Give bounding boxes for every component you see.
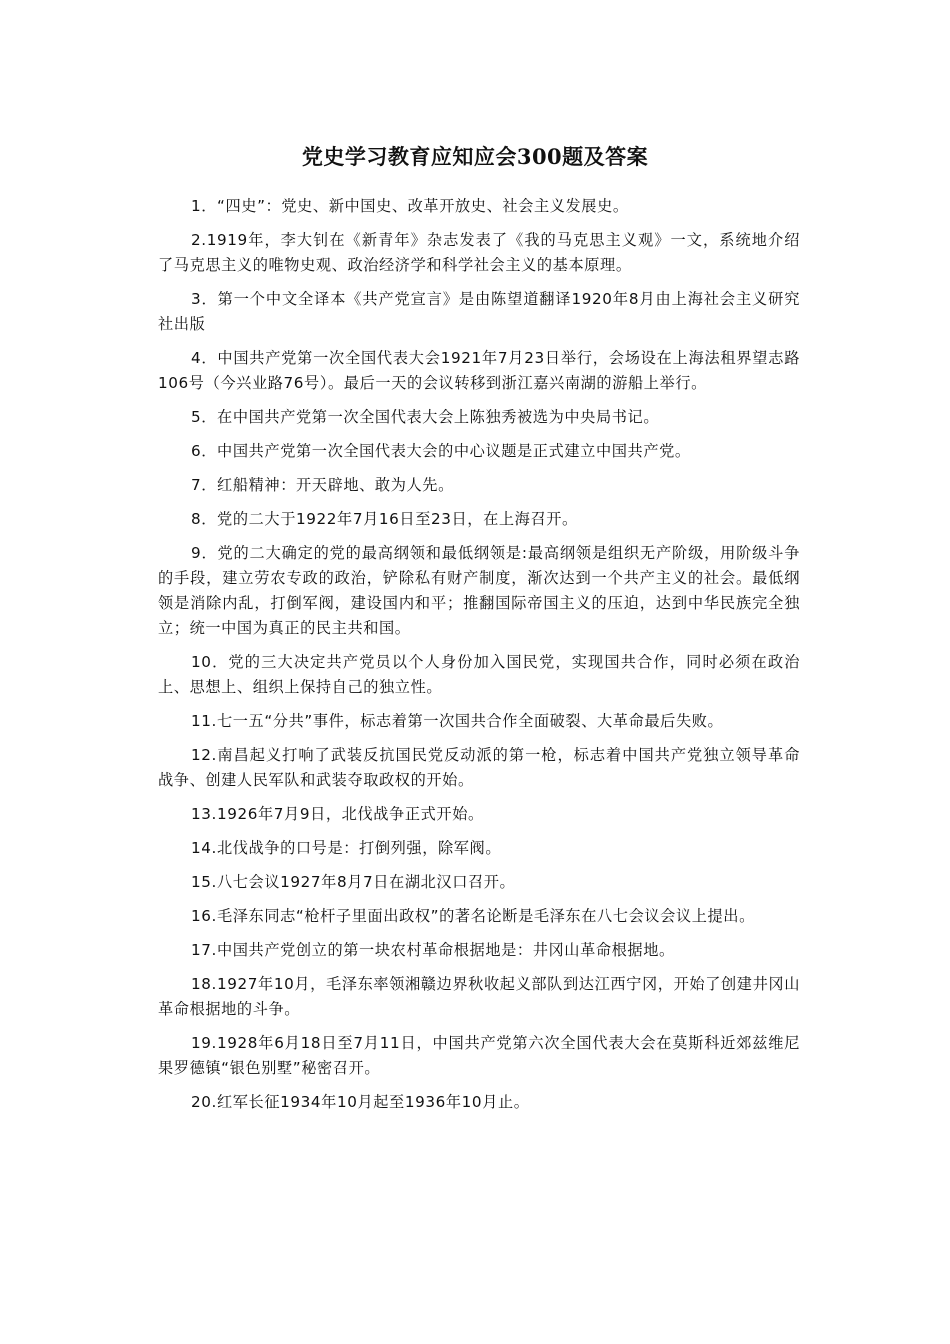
list-item: 8．党的二大于1922年7月16日至23日，在上海召开。 <box>191 510 578 528</box>
list-item: 6．中国共产党第一次全国代表大会的中心议题是正式建立中国共产党。 <box>191 442 691 460</box>
document-title: 党史学习教育应知应会300题及答案 <box>301 144 649 169</box>
list-item: 7．红船精神：开天辟地、敢为人先。 <box>191 476 454 494</box>
list-item: 11.七一五“分共”事件，标志着第一次国共合作全面破裂、大革命最后失败。 <box>191 712 724 730</box>
list-item: 19.1928年6月18日至7月11日，中国共产党第六次全国代表大会在莫斯科近郊兹维尼果罗德镇“银色别墅”秘密召开。 <box>158 1034 800 1077</box>
list-item: 4．中国共产党第一次全国代表大会1921年7月23日举行，会场设在上海法租界望志路106号（今兴业路76号）。最后一天的会议转移到浙江嘉兴南湖的游船上举行。 <box>158 349 800 392</box>
list-item: 12.南昌起义打响了武装反抗国民党反动派的第一枪，标志着中国共产党独立领导革命战争、创建人民军队和武装夺取政权的开始。 <box>158 746 800 789</box>
list-item: 17.中国共产党创立的第一块农村革命根据地是：井冈山革命根据地。 <box>191 941 675 959</box>
list-item: 3．第一个中文全译本《共产党宣言》是由陈望道翻译1920年8月由上海社会主义研究社出版 <box>158 290 800 333</box>
list-item: 1．“四史”：党史、新中国史、改革开放史、社会主义发展史。 <box>191 197 629 215</box>
list-item: 18.1927年10月，毛泽东率领湘赣边界秋收起义部队到达江西宁冈，开始了创建井冈山革命根据地的斗争。 <box>158 975 800 1018</box>
list-item: 20.红军长征1934年10月起至1936年10月止。 <box>191 1093 530 1111</box>
list-item: 15.八七会议1927年8月7日在湖北汉口召开。 <box>191 873 516 891</box>
list-item: 14.北伐战争的口号是：打倒列强，除军阀。 <box>191 839 502 857</box>
list-item: 2.1919年，李大钊在《新青年》杂志发表了《我的马克思主义观》一文，系统地介绍了马克思主义的唯物史观、政治经济学和科学社会主义的基本原理。 <box>158 231 800 274</box>
list-item: 13.1926年7月9日，北伐战争正式开始。 <box>191 805 484 823</box>
question-list <box>158 194 800 1124</box>
list-item: 9．党的二大确定的党的最高纲领和最低纲领是:最高纲领是组织无产阶级，用阶级斗争的手段，建立劳农专政的政治，铲除私有财产制度，渐次达到一个共产主义的社会。最低纲领是消除内乱，打倒军阀，建设国内和平；推翻国际帝国主义的压迫，达到中华民族完全独立；统一中国为真正的民主共和国。 <box>158 544 800 637</box>
list-item: 10．党的三大决定共产党员以个人身份加入国民党，实现国共合作，同时必须在政治上、思想上、组织上保持自己的独立性。 <box>158 653 800 696</box>
list-item: 16.毛泽东同志“枪杆子里面出政权”的著名论断是毛泽东在八七会议会议上提出。 <box>191 907 755 925</box>
list-item: 5．在中国共产党第一次全国代表大会上陈独秀被选为中央局书记。 <box>191 408 660 426</box>
